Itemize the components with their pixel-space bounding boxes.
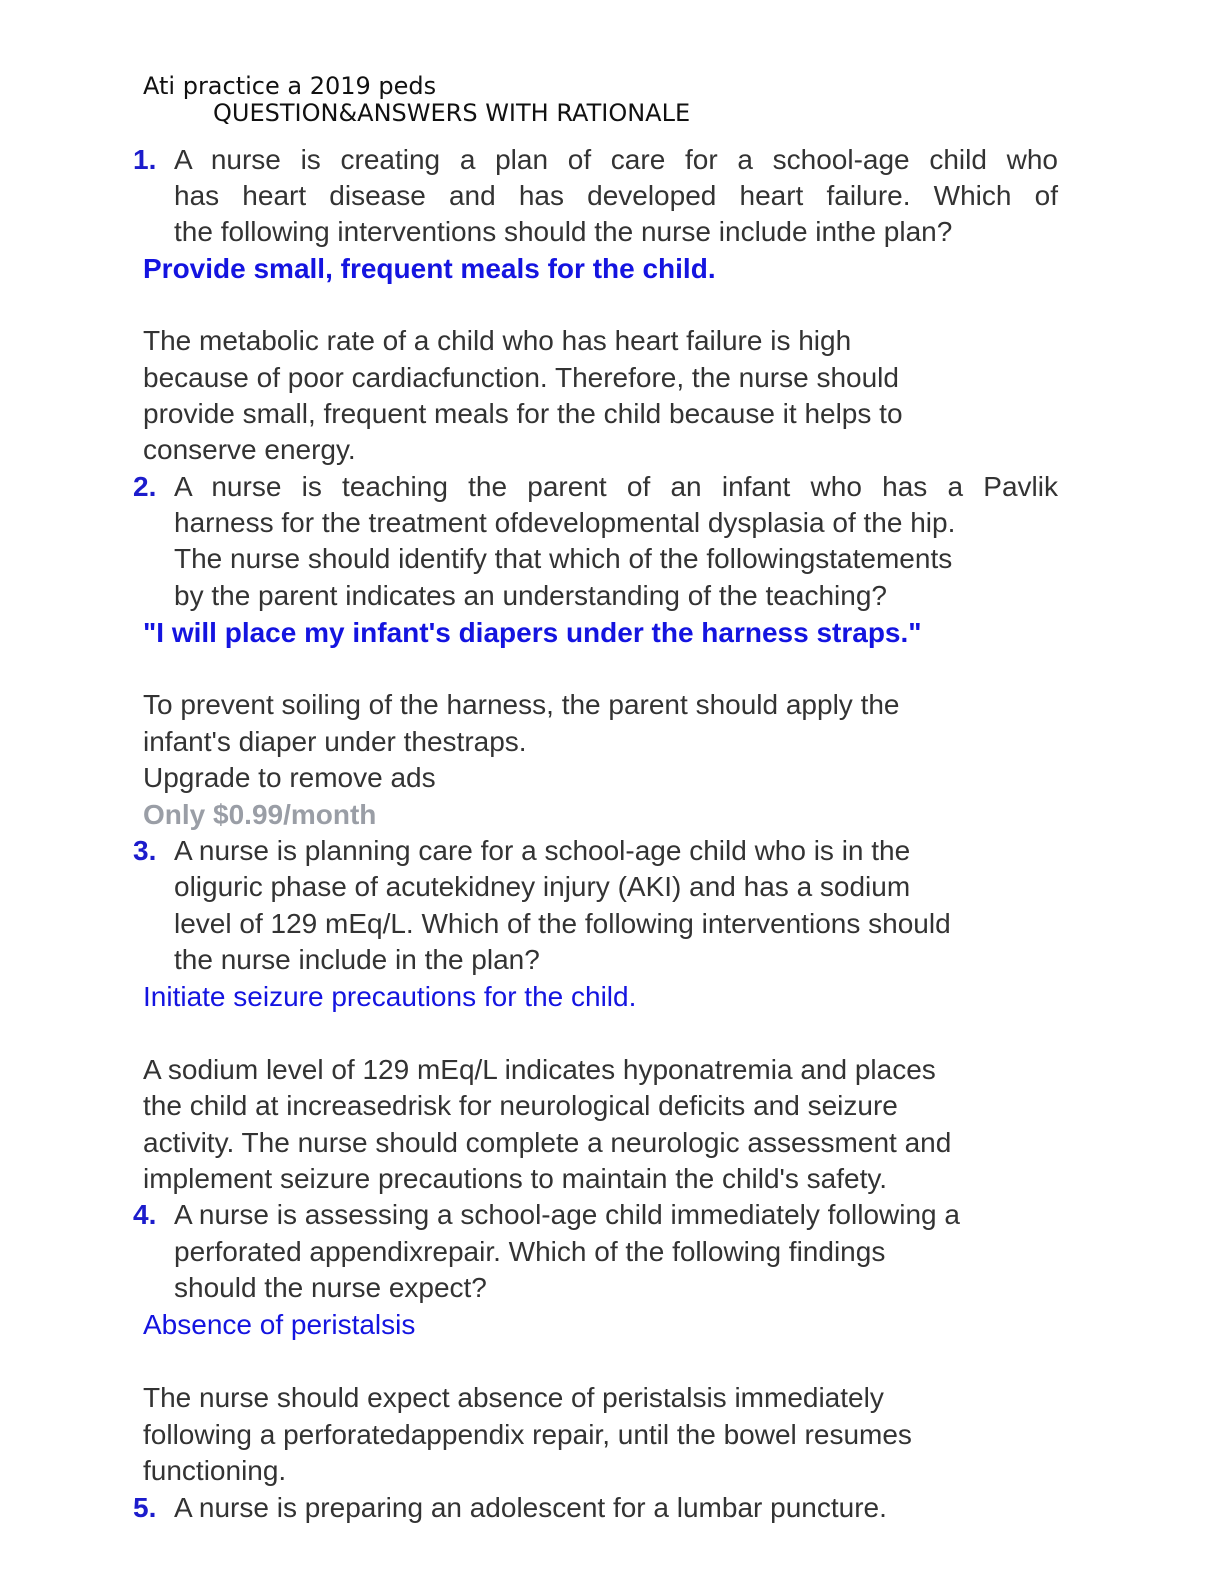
rationale-line: To prevent soiling of the harness, the parent should apply the	[143, 689, 900, 720]
question-number: 4.	[133, 1199, 157, 1230]
rationale-line: infant's diaper under thestraps.	[143, 726, 527, 757]
question-line: harness for the treatment ofdevelopmental dysplasia of the hip.	[174, 507, 956, 538]
rationale-line: A sodium level of 129 mEq/L indicates hyponatremia and places	[143, 1054, 936, 1085]
question-number: 3.	[133, 835, 157, 866]
answer-text: Initiate seizure precautions for the child.	[143, 981, 637, 1012]
question-number: 1.	[133, 144, 157, 175]
rationale-line: conserve energy.	[143, 434, 356, 465]
question-line: The nurse should identify that which of the followingstatements	[174, 543, 953, 574]
question-line: A nurse is assessing a school-age child immediately following a	[174, 1199, 960, 1230]
answer-text: "I will place my infant's diapers under the harness straps."	[143, 617, 922, 648]
promo-price: Only $0.99/month	[143, 799, 377, 830]
question-number: 2.	[133, 471, 157, 502]
rationale-line: implement seizure precautions to maintain the child's safety.	[143, 1163, 888, 1194]
question-line: A nurse is preparing an adolescent for a lumbar puncture.	[174, 1492, 887, 1523]
rationale-line: functioning.	[143, 1455, 287, 1486]
answer-text: Absence of peristalsis	[143, 1309, 416, 1340]
rationale-line: The nurse should expect absence of peristalsis immediately	[143, 1382, 884, 1413]
question-line: perforated appendixrepair. Which of the following findings	[174, 1236, 886, 1267]
document-title: Ati practice a 2019 peds	[143, 72, 437, 100]
rationale-line: The metabolic rate of a child who has heart failure is high	[143, 325, 852, 356]
question-line: the following interventions should the nurse include inthe plan?	[174, 216, 953, 247]
question-line: A nurse is planning care for a school-age child who is in the	[174, 835, 911, 866]
question-line: the nurse include in the plan?	[174, 944, 540, 975]
question-line: oliguric phase of acutekidney injury (AKI) and has a sodium	[174, 871, 911, 902]
question-line: level of 129 mEq/L. Which of the following interventions should	[174, 908, 951, 939]
question-line: A nurse is teaching the parent of an infant who has a Pavlik	[174, 471, 1058, 502]
document-subtitle: QUESTION&ANSWERS WITH RATIONALE	[213, 99, 691, 127]
rationale-line: activity. The nurse should complete a neurologic assessment and	[143, 1127, 952, 1158]
rationale-line: following a perforatedappendix repair, until the bowel resumes	[143, 1419, 912, 1450]
upgrade-link[interactable]: Upgrade to remove ads	[143, 762, 436, 793]
rationale-line: provide small, frequent meals for the child because it helps to	[143, 398, 903, 429]
question-line: by the parent indicates an understanding of the teaching?	[174, 580, 887, 611]
question-number: 5.	[133, 1492, 157, 1523]
question-line: has heart disease and has developed heart failure. Which of	[174, 180, 1058, 211]
answer-text: Provide small, frequent meals for the child.	[143, 253, 716, 284]
question-line: A nurse is creating a plan of care for a school-age child who	[174, 144, 1058, 175]
rationale-line: because of poor cardiacfunction. Therefore, the nurse should	[143, 362, 899, 393]
rationale-line: the child at increasedrisk for neurological deficits and seizure	[143, 1090, 898, 1121]
question-line: should the nurse expect?	[174, 1272, 487, 1303]
